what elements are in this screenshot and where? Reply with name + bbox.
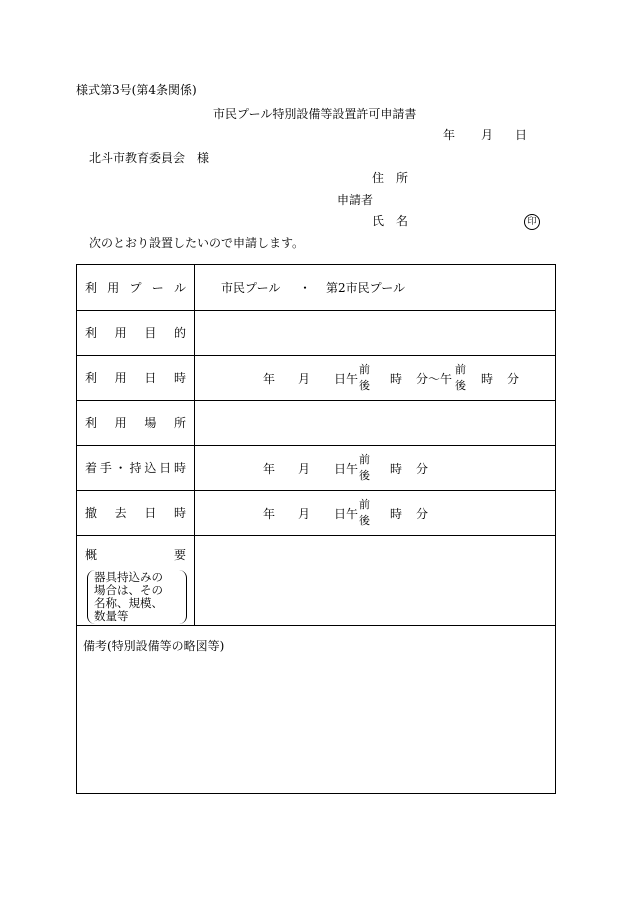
pool-option-1[interactable]: 市民プール bbox=[221, 281, 281, 295]
ampm-prefix: 午 bbox=[346, 462, 359, 476]
day-label: 日 bbox=[334, 372, 347, 386]
label-char: プ bbox=[129, 280, 142, 295]
date-day-label: 日 bbox=[515, 128, 528, 142]
field-datetime[interactable] bbox=[195, 356, 555, 400]
field-pool[interactable] bbox=[195, 265, 555, 310]
row-pool bbox=[77, 265, 555, 311]
label-char: 用 bbox=[114, 416, 127, 430]
minute-tilde-label: 分〜午 bbox=[416, 372, 453, 386]
label-char: 用 bbox=[107, 280, 120, 295]
label-char: 手 bbox=[99, 461, 112, 475]
label-char: 持 bbox=[129, 461, 142, 475]
intro-text: 次のとおり設置したいので申請します。 bbox=[89, 236, 305, 250]
label-place bbox=[77, 401, 195, 445]
year-label: 年 bbox=[263, 372, 276, 386]
label-char: 的 bbox=[173, 326, 186, 340]
day-label: 日 bbox=[334, 462, 347, 476]
application-form-table bbox=[76, 264, 556, 794]
label-char: 日 bbox=[144, 371, 157, 385]
applicant-label: 申請者 bbox=[337, 193, 374, 207]
address-label: 住 所 bbox=[372, 171, 409, 185]
year-label: 年 bbox=[263, 507, 276, 521]
field-setup[interactable] bbox=[195, 446, 555, 490]
label-summary bbox=[77, 536, 195, 625]
label-char: 要 bbox=[173, 548, 186, 562]
label-removal bbox=[77, 491, 195, 535]
remarks-label: 備考(特別設備等の略図等) bbox=[83, 639, 225, 653]
label-char: 場 bbox=[144, 416, 157, 430]
hour-label: 時 bbox=[390, 507, 403, 521]
label-char: 時 bbox=[173, 371, 186, 385]
label-char: 時 bbox=[173, 461, 186, 475]
date-year-label: 年 bbox=[443, 128, 456, 142]
summary-note-line: 数量等 bbox=[94, 609, 129, 623]
field-place[interactable] bbox=[195, 401, 555, 445]
summary-note-line: 器具持込みの bbox=[94, 570, 163, 584]
summary-note-line: 名称、規模、 bbox=[94, 596, 163, 610]
seal-mark: 印 bbox=[524, 214, 540, 230]
label-char: 利 bbox=[85, 416, 98, 430]
label-char: 所 bbox=[173, 416, 186, 430]
label-char: 込 bbox=[144, 461, 157, 475]
field-removal[interactable] bbox=[195, 491, 555, 535]
month-label: 月 bbox=[298, 372, 311, 386]
row-place bbox=[77, 401, 555, 446]
minute-label: 分 bbox=[416, 507, 429, 521]
hour-label: 時 bbox=[390, 462, 403, 476]
label-char: 目 bbox=[144, 326, 157, 340]
field-purpose[interactable] bbox=[195, 311, 555, 355]
row-summary bbox=[77, 536, 555, 626]
pm-label[interactable]: 後 bbox=[359, 379, 370, 392]
am-label[interactable]: 前 bbox=[359, 453, 370, 466]
label-char: 日 bbox=[144, 506, 157, 520]
hour-label: 時 bbox=[390, 372, 403, 386]
month-label: 月 bbox=[298, 462, 311, 476]
ampm-prefix: 午 bbox=[346, 507, 359, 521]
label-char: 用 bbox=[114, 326, 127, 340]
form-title: 市民プール特別設備等設置許可申請書 bbox=[213, 107, 417, 121]
hour-label: 時 bbox=[481, 372, 494, 386]
ampm-prefix: 午 bbox=[346, 372, 359, 386]
row-removal bbox=[77, 491, 555, 536]
label-char: 着 bbox=[85, 461, 98, 475]
pm-label[interactable]: 後 bbox=[455, 379, 466, 392]
pm-label[interactable]: 後 bbox=[359, 514, 370, 527]
label-datetime bbox=[77, 356, 195, 400]
label-setup bbox=[77, 446, 195, 490]
day-label: 日 bbox=[334, 507, 347, 521]
row-datetime bbox=[77, 356, 555, 401]
label-char: 利 bbox=[85, 280, 98, 295]
form-number: 様式第3号(第4条関係) bbox=[76, 83, 197, 97]
addressee: 北斗市教育委員会 様 bbox=[89, 151, 210, 165]
field-summary[interactable] bbox=[195, 536, 555, 625]
minute-label: 分 bbox=[507, 372, 520, 386]
label-char: 用 bbox=[114, 371, 127, 385]
month-label: 月 bbox=[298, 507, 311, 521]
label-char: 利 bbox=[85, 371, 98, 385]
name-label: 氏 名 bbox=[372, 214, 409, 228]
minute-label: 分 bbox=[416, 462, 429, 476]
row-setup bbox=[77, 446, 555, 491]
date-month-label: 月 bbox=[481, 128, 494, 142]
label-char: 撤 bbox=[85, 506, 98, 520]
label-char: 概 bbox=[85, 548, 98, 562]
am-label[interactable]: 前 bbox=[359, 363, 370, 376]
label-char: 去 bbox=[114, 506, 127, 520]
label-pool bbox=[77, 265, 195, 310]
pool-separator: ・ bbox=[299, 281, 312, 295]
label-purpose bbox=[77, 311, 195, 355]
label-char: 日 bbox=[159, 461, 172, 475]
summary-note-line: 場合は、その bbox=[94, 583, 163, 597]
am-label[interactable]: 前 bbox=[359, 498, 370, 511]
am-label[interactable]: 前 bbox=[455, 363, 466, 376]
pool-option-2[interactable]: 第2市民プール bbox=[326, 281, 406, 295]
row-remarks[interactable] bbox=[77, 626, 555, 793]
summary-note-bracket bbox=[87, 570, 187, 624]
pm-label[interactable]: 後 bbox=[359, 469, 370, 482]
label-char: ル bbox=[173, 280, 186, 295]
label-char: ・ bbox=[114, 461, 127, 475]
label-char: ー bbox=[151, 280, 164, 295]
row-purpose bbox=[77, 311, 555, 356]
label-char: 時 bbox=[173, 506, 186, 520]
label-char: 利 bbox=[85, 326, 98, 340]
year-label: 年 bbox=[263, 462, 276, 476]
